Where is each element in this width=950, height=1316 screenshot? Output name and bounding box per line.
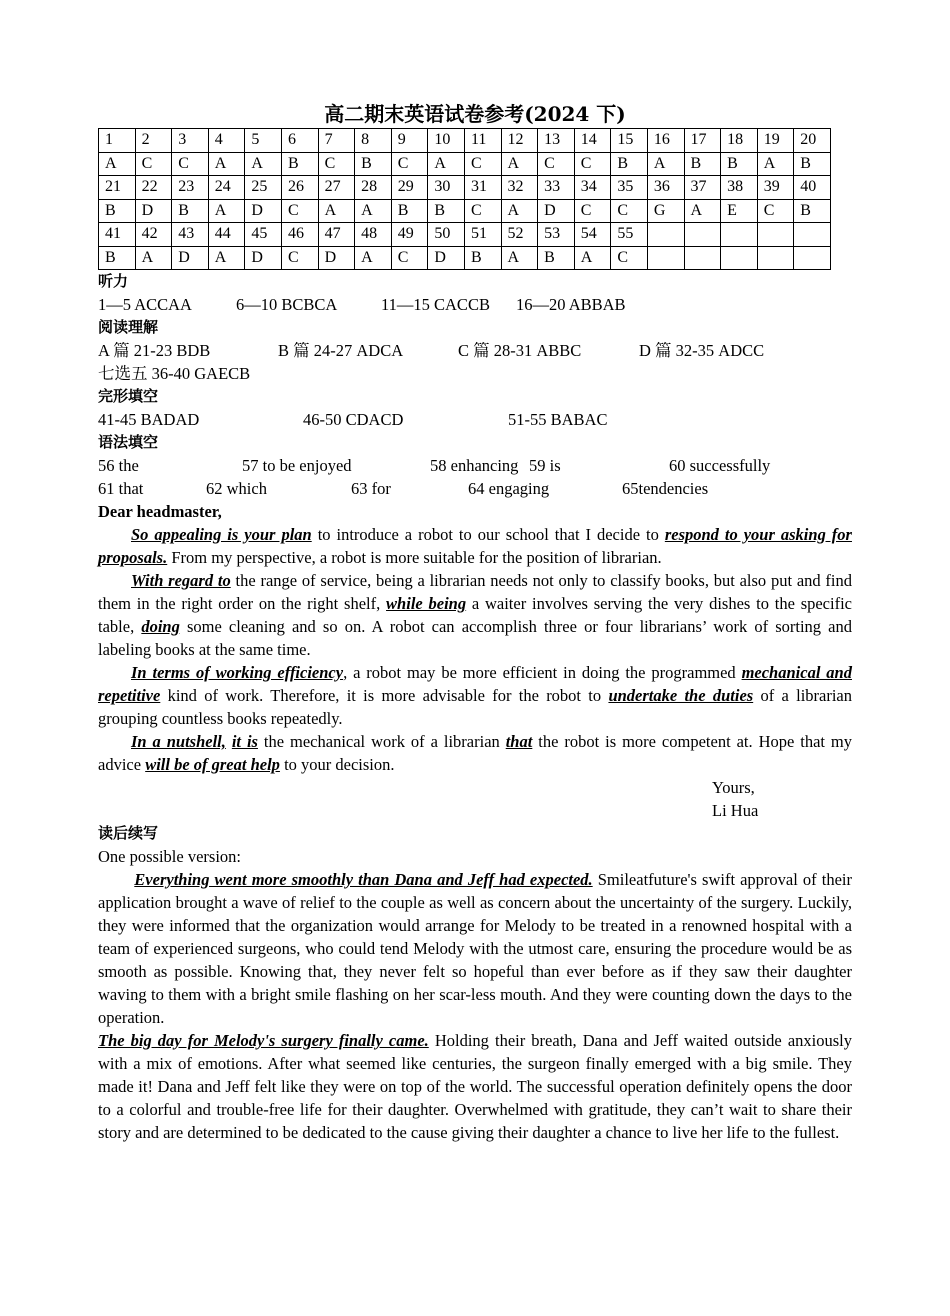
answer-cell: D [135, 199, 172, 223]
answer-cell: 39 [757, 176, 794, 200]
text-span: doing [141, 617, 180, 636]
text-span: In a nutshell, [131, 732, 226, 751]
text-span: of a librarian grouping countless books repeatedly. [98, 686, 852, 728]
answer-cell: 25 [245, 176, 282, 200]
grammar-item: 65tendencies [622, 479, 709, 498]
answer-cell: G [647, 199, 684, 223]
answer-cell: C [757, 199, 794, 223]
answer-table-row [99, 176, 831, 200]
answer-cell: D [318, 246, 355, 270]
answer-cell: 31 [464, 176, 501, 200]
reading-item: C 篇 28-31 ABBC [458, 341, 582, 360]
answer-cell: B [99, 199, 136, 223]
answer-cell: 14 [574, 129, 611, 153]
answer-cell: B [428, 199, 465, 223]
answer-cell: 27 [318, 176, 355, 200]
answer-cell: B [721, 152, 758, 176]
answer-cell: A [501, 246, 538, 270]
answer-cell: C [391, 246, 428, 270]
seven-choose-five: 七选五 36-40 GAECB [98, 364, 251, 383]
text-span: mechanical and repetitive [98, 663, 852, 705]
document-page [98, 100, 852, 1144]
letter-signature: Li Hua [712, 801, 759, 820]
reading-item: B 篇 24-27 ADCA [278, 341, 404, 360]
answer-cell: 44 [208, 223, 245, 247]
answer-cell: C [172, 152, 209, 176]
answer-cell: A [428, 152, 465, 176]
text-span: will be of great help [145, 755, 280, 774]
answer-cell: 36 [647, 176, 684, 200]
listening-heading: 听力 [98, 272, 129, 290]
answer-cell: C [538, 152, 575, 176]
answer-cell: C [464, 199, 501, 223]
answer-cell: A [647, 152, 684, 176]
answer-cell: 5 [245, 129, 282, 153]
text-span: Everything went more smoothly than Dana and Jeff had expected. [134, 870, 593, 889]
text-span: The big day for Melody's surgery finally came. [98, 1031, 429, 1050]
text-span: Holding their breath, Dana and Jeff waited outside anxiously with a mix of emotions. After what seemed like centuries, the surgeon finally emerged with a big smile. They made it! Dana and Jeff felt like they were on top of the world. The successful operation definitely opens the door to a colorful and trouble-free life for their daughter. Overwhelmed with gratitude, they can’t wait to share their story and are determined to be dedicated to the cause giving their daughter a chance to live her life to the fullest. [98, 1031, 852, 1142]
answer-cell: C [281, 246, 318, 270]
listening-item: 1—5 ACCAA [98, 295, 192, 314]
text-span: a waiter involves serving the very dishes to the specific table, [98, 594, 852, 636]
answer-cell: 8 [355, 129, 392, 153]
answer-cell: 40 [794, 176, 831, 200]
answer-cell: B [99, 246, 136, 270]
letter-paragraph [98, 523, 852, 569]
grammar-item: 58 enhancing [430, 456, 519, 475]
answer-cell: 54 [574, 223, 611, 247]
answer-cell: D [245, 246, 282, 270]
grammar-heading: 语法填空 [98, 433, 159, 451]
answer-cell [647, 223, 684, 247]
answer-cell: 47 [318, 223, 355, 247]
answer-cell: A [501, 152, 538, 176]
answer-cell: A [757, 152, 794, 176]
reading-heading: 阅读理解 [98, 318, 159, 336]
listening-answers [98, 293, 852, 316]
answer-cell: 42 [135, 223, 172, 247]
text-span: that [505, 732, 533, 751]
answer-table [98, 128, 831, 270]
answer-cell: D [428, 246, 465, 270]
answer-cell: 3 [172, 129, 209, 153]
answer-cell: 24 [208, 176, 245, 200]
answer-cell: C [574, 152, 611, 176]
continuation-intro: One possible version: [98, 847, 241, 866]
answer-table-row [99, 223, 831, 247]
text-span: it is [231, 732, 258, 751]
answer-cell: 6 [281, 129, 318, 153]
grammar-item: 56 the [98, 456, 139, 475]
answer-cell [757, 246, 794, 270]
answer-cell: C [611, 199, 648, 223]
text-span: In terms of working efficiency [131, 663, 344, 682]
cloze-answers [98, 408, 852, 431]
grammar-item: 57 to be enjoyed [242, 456, 352, 475]
answer-cell: C [281, 199, 318, 223]
answer-cell: A [501, 199, 538, 223]
answer-cell: 48 [355, 223, 392, 247]
text-span: the range of service, being a librarian needs not only to classify books, but also put and find them in the right order on the right shelf, [98, 571, 853, 613]
letter-paragraph [98, 730, 852, 776]
text-span: , a robot may be more efficient in doing the programmed [343, 663, 742, 682]
answer-cell: 38 [721, 176, 758, 200]
answer-cell: A [99, 152, 136, 176]
answer-cell: E [721, 199, 758, 223]
answer-cell [684, 246, 721, 270]
answer-cell: 21 [99, 176, 136, 200]
answer-cell: 18 [721, 129, 758, 153]
answer-cell: B [794, 152, 831, 176]
text-span: kind of work. Therefore, it is more advisable for the robot to [160, 686, 609, 705]
answer-cell: B [355, 152, 392, 176]
answer-cell: B [281, 152, 318, 176]
answer-cell: A [208, 152, 245, 176]
answer-cell: 23 [172, 176, 209, 200]
answer-cell: 12 [501, 129, 538, 153]
answer-cell: B [684, 152, 721, 176]
answer-cell: 15 [611, 129, 648, 153]
answer-cell [684, 223, 721, 247]
text-span: the mechanical work of a librarian [257, 732, 506, 751]
letter-closing: Yours, [712, 778, 755, 797]
answer-cell: A [684, 199, 721, 223]
answer-cell: 37 [684, 176, 721, 200]
answer-cell: 10 [428, 129, 465, 153]
answer-cell: 50 [428, 223, 465, 247]
answer-cell: 11 [464, 129, 501, 153]
text-span: undertake the duties [608, 686, 754, 705]
answer-cell: 17 [684, 129, 721, 153]
grammar-row [98, 477, 852, 500]
answer-table-row [99, 199, 831, 223]
answer-cell: 26 [281, 176, 318, 200]
answer-cell: 35 [611, 176, 648, 200]
answer-cell: 32 [501, 176, 538, 200]
answer-cell: B [464, 246, 501, 270]
cloze-item: 41-45 BADAD [98, 410, 200, 429]
answer-cell: C [318, 152, 355, 176]
reading-answers [98, 339, 852, 362]
answer-cell: 33 [538, 176, 575, 200]
letter-greeting: Dear headmaster, [98, 502, 222, 521]
answer-cell: D [538, 199, 575, 223]
listening-item: 16—20 ABBAB [516, 295, 626, 314]
answer-cell: 13 [538, 129, 575, 153]
text-span: some cleaning and so on. A robot can accomplish three or four librarians’ work of sorting and labeling books at the same time. [98, 617, 852, 659]
answer-cell [721, 223, 758, 247]
answer-cell: D [172, 246, 209, 270]
answer-cell: 4 [208, 129, 245, 153]
answer-cell: B [794, 199, 831, 223]
answer-cell: 46 [281, 223, 318, 247]
continuation-paragraph [98, 1029, 852, 1144]
answer-table-row [99, 129, 831, 153]
grammar-item: 62 which [206, 479, 267, 498]
answer-cell: 55 [611, 223, 648, 247]
cloze-item: 51-55 BABAC [508, 410, 608, 429]
answer-cell: C [574, 199, 611, 223]
answer-cell: B [611, 152, 648, 176]
answer-cell: C [135, 152, 172, 176]
answer-cell: 19 [757, 129, 794, 153]
answer-cell: 16 [647, 129, 684, 153]
grammar-row [98, 454, 852, 477]
answer-cell: B [391, 199, 428, 223]
answer-cell: A [574, 246, 611, 270]
grammar-item: 60 successfully [669, 456, 771, 475]
text-span: the robot is more competent at. Hope that my advice [98, 732, 853, 774]
page-title: 高二期末英语试卷参考(2024 下) [324, 102, 626, 126]
listening-item: 6—10 BCBCA [236, 295, 338, 314]
grammar-item: 63 for [351, 479, 391, 498]
answer-cell [647, 246, 684, 270]
answer-cell: A [355, 246, 392, 270]
answer-cell: 30 [428, 176, 465, 200]
answer-cell: A [208, 199, 245, 223]
answer-cell: B [172, 199, 209, 223]
text-span: With regard to [131, 571, 231, 590]
continuation-paragraph [98, 868, 852, 1029]
text-span: to introduce a robot to our school that I decide to [311, 525, 665, 544]
answer-cell: 22 [135, 176, 172, 200]
answer-cell: 28 [355, 176, 392, 200]
cloze-item: 46-50 CDACD [303, 410, 404, 429]
answer-cell: 34 [574, 176, 611, 200]
answer-cell: 52 [501, 223, 538, 247]
answer-cell: 20 [794, 129, 831, 153]
answer-table-row [99, 246, 831, 270]
letter-paragraph [98, 569, 852, 661]
answer-cell [757, 223, 794, 247]
answer-cell: C [611, 246, 648, 270]
answer-cell: 1 [99, 129, 136, 153]
listening-item: 11—15 CACCB [381, 295, 490, 314]
text-span: to your decision. [279, 755, 395, 774]
answer-cell: A [245, 152, 282, 176]
text-span: So appealing is your plan [131, 525, 312, 544]
answer-cell: 7 [318, 129, 355, 153]
grammar-item: 64 engaging [468, 479, 550, 498]
answer-cell: 29 [391, 176, 428, 200]
text-span: Smileatfuture's swift approval of their application brought a wave of relief to the couple as well as concern about the uncertainty of the surgery. Luckily, they were informed that the organization would arrange for Melody to be treated in a renowned hospital with a team of experienced surgeons, who could tend Melody with the utmost care, ensuring the procedure would be as smooth as possible. Knowing that, they never felt so hopeful than ever before as if they saw their daughter waving to them with a bright smile flashing on her scar-less mouth. And they were counting down the days to the operation. [98, 870, 852, 1027]
text-span: From my perspective, a robot is more suitable for the position of librarian. [167, 548, 662, 567]
answer-cell: 53 [538, 223, 575, 247]
answer-cell: A [208, 246, 245, 270]
answer-cell: A [318, 199, 355, 223]
letter-paragraph [98, 661, 852, 730]
answer-cell: 51 [464, 223, 501, 247]
answer-cell: A [135, 246, 172, 270]
continuation-heading: 读后续写 [98, 824, 159, 842]
answer-cell: 9 [391, 129, 428, 153]
answer-cell [794, 223, 831, 247]
answer-table-row [99, 152, 831, 176]
reading-item: D 篇 32-35 ADCC [639, 341, 765, 360]
answer-cell: 43 [172, 223, 209, 247]
answer-cell: 49 [391, 223, 428, 247]
answer-cell: B [538, 246, 575, 270]
answer-cell: 45 [245, 223, 282, 247]
answer-cell [721, 246, 758, 270]
reading-item: A 篇 21-23 BDB [98, 341, 211, 360]
answer-cell: D [245, 199, 282, 223]
answer-cell: C [464, 152, 501, 176]
text-span: while being [386, 594, 467, 613]
cloze-heading: 完形填空 [98, 387, 159, 405]
answer-cell: A [355, 199, 392, 223]
grammar-item: 59 is [529, 456, 561, 475]
answer-cell: C [391, 152, 428, 176]
text-span: respond to your asking for proposals. [98, 525, 852, 567]
answer-cell: 41 [99, 223, 136, 247]
grammar-item: 61 that [98, 479, 144, 498]
answer-cell [794, 246, 831, 270]
answer-cell: 2 [135, 129, 172, 153]
